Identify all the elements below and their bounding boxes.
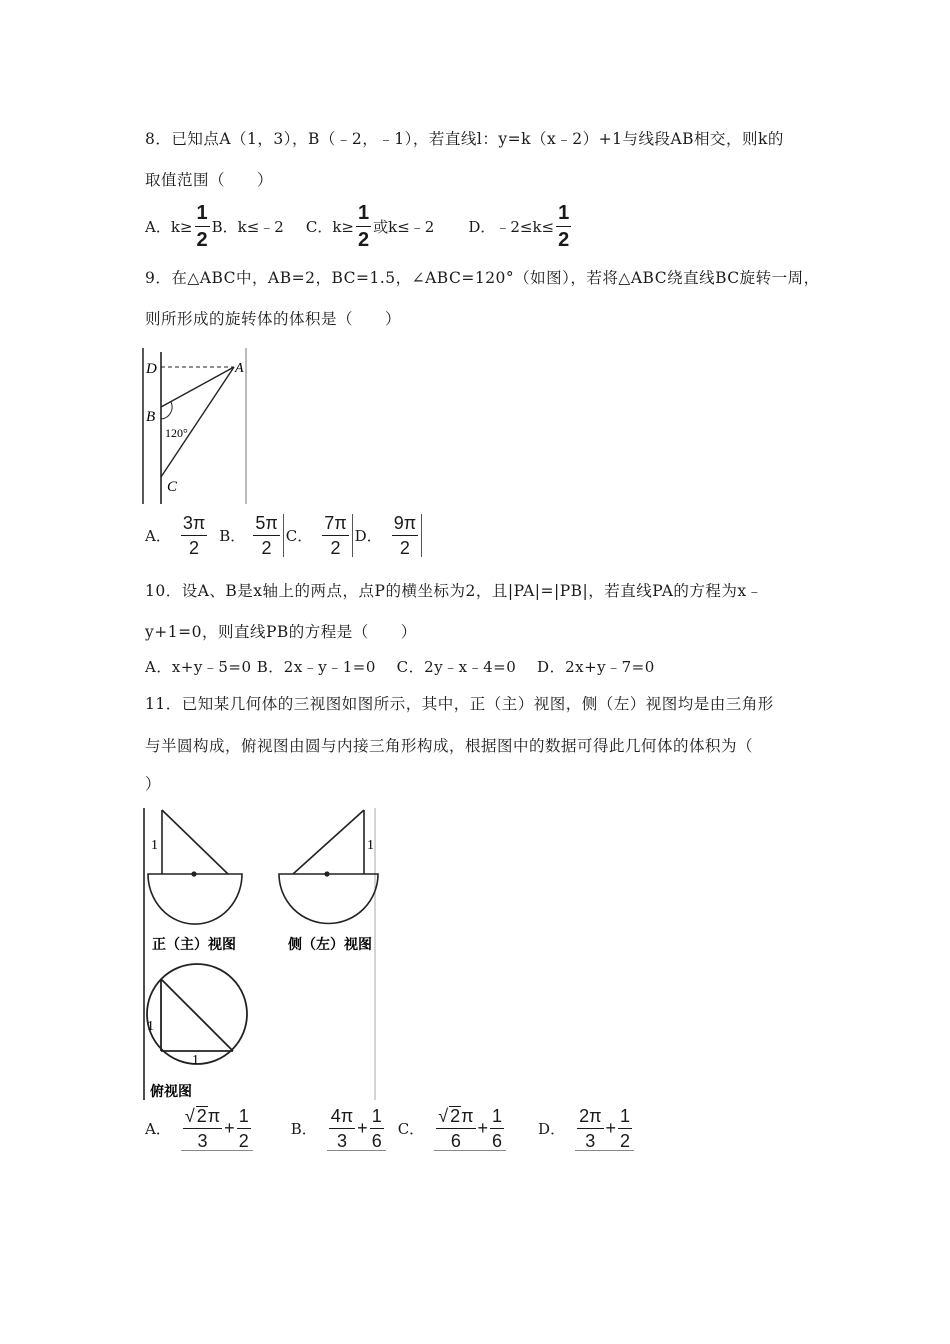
top-dim-left-label: 1	[147, 1019, 154, 1034]
q10-stem-line2: y+1=0，则直线PB的方程是（ ）	[145, 623, 417, 641]
q8-options	[145, 203, 573, 250]
q11-a-frac1: $\frac{√ 2\pi}{3}$	[184, 1106, 221, 1151]
q11-stem-line1: 11．已知某几何体的三视图如图所示，其中，正（主）视图，侧（左）视图均是由三角形	[145, 695, 774, 713]
q11-d-plus: +	[605, 1117, 617, 1138]
q9-option-d-prefix: D．	[354, 527, 382, 545]
q8-option-d-fraction	[556, 203, 571, 250]
q9-triangle-figure	[138, 344, 253, 506]
front-triangle-hypotenuse	[162, 810, 228, 874]
q9-a-num: 3π	[181, 514, 207, 536]
q11-a-radicand: 2	[196, 1106, 207, 1126]
q8-option-c-prefix: C．k≥	[305, 218, 354, 236]
q9-b-den: 2	[261, 538, 272, 558]
label-a: A	[235, 361, 244, 376]
q11-c-pi: π	[461, 1106, 474, 1126]
top-dim-bottom-label: 1	[192, 1053, 199, 1068]
q11-a-den2: 2	[238, 1130, 249, 1151]
q11-option-d-prefix: D．	[538, 1120, 566, 1138]
q8-stem-line2: 取值范围（ ）	[145, 171, 274, 189]
front-view-caption: 正（主）视图	[152, 938, 236, 953]
q11-option-a-prefix: A．	[145, 1120, 171, 1138]
label-d: D	[146, 361, 157, 377]
q9-option-a-fraction	[181, 514, 207, 557]
q9-b-num: 5π	[253, 514, 279, 536]
q8-stem-line1: 8．已知点A（1，3），B（﹣2，﹣1），若直线l：y=k（x﹣2）+1与线段AB相交，则k的	[145, 130, 784, 148]
q11-options	[145, 1106, 634, 1151]
q11-d-den: 3	[585, 1130, 596, 1151]
q11-d-frac2	[618, 1107, 632, 1150]
label-b: B	[146, 409, 156, 425]
q9-option-d-fraction	[392, 514, 422, 557]
side-center-dot	[324, 871, 329, 876]
q8-d-num: 1	[556, 203, 571, 227]
q10-stem-line1: 10．设A、B是x轴上的两点，点P的横坐标为2，且|PA|=|PB|，若直线PA的方程为x﹣	[145, 582, 763, 600]
segment-ab	[161, 367, 234, 407]
q11-a-den: 3	[197, 1131, 208, 1151]
q11-b-frac2	[370, 1107, 384, 1150]
q9-d-num: 9π	[392, 514, 418, 536]
side-triangle-hypotenuse	[293, 810, 364, 874]
side-view-caption: 侧（左）视图	[288, 938, 372, 953]
side-semicircle	[279, 874, 378, 924]
q11-three-views-figure	[138, 806, 383, 1102]
side-dim-label: 1	[367, 838, 374, 853]
q11-b-frac1	[329, 1107, 355, 1150]
q9-options	[145, 514, 424, 557]
q11-c-frac1: $\frac{√ 2\pi}{6}$	[438, 1106, 474, 1151]
top-triangle-hypotenuse	[161, 979, 233, 1051]
q8-option-c-fraction	[356, 203, 371, 250]
front-dim-label: 1	[151, 838, 158, 853]
q9-a-den: 2	[189, 538, 200, 558]
q8-a-den: 2	[196, 229, 208, 251]
q11-a-pi: π	[207, 1106, 221, 1126]
q9-stem-line2: 则所形成的旋转体的体积是（ ）	[145, 310, 402, 328]
q11-c-den2: 6	[492, 1130, 503, 1151]
q9-c-num: 7π	[322, 514, 348, 536]
q11-b-den2: 6	[371, 1130, 382, 1151]
q11-b-num2: 1	[370, 1107, 384, 1129]
q8-d-den: 2	[558, 229, 570, 251]
q11-option-c-expression	[434, 1106, 506, 1151]
top-view	[147, 964, 247, 1068]
q11-a-plus: +	[224, 1117, 235, 1138]
label-angle: 120°	[165, 426, 188, 440]
q8-option-c-suffix: 或k≤﹣2	[373, 218, 435, 236]
q8-option-a-fraction	[195, 203, 210, 250]
side-view	[279, 810, 378, 924]
q11-d-frac1	[577, 1107, 603, 1150]
q9-option-a-prefix: A．	[145, 527, 171, 545]
q8-c-den: 2	[358, 229, 370, 251]
front-view	[148, 810, 242, 924]
front-semicircle	[148, 874, 242, 924]
q8-a-num: 1	[195, 203, 210, 227]
q11-stem-line3: ）	[145, 775, 162, 793]
q11-b-num: 4π	[329, 1107, 355, 1129]
q11-b-plus: +	[357, 1117, 368, 1138]
q8-option-b: B．k≤﹣2	[211, 218, 284, 236]
q11-c-plus: +	[477, 1117, 489, 1138]
q11-stem-line2: 与半圆构成，俯视图由圆与内接三角形构成，根据图中的数据可得此几何体的体积为（	[145, 737, 754, 755]
q11-a-num2: 1	[237, 1107, 251, 1129]
q11-b-den: 3	[336, 1130, 347, 1151]
q11-d-num: 2π	[577, 1107, 603, 1129]
q9-option-b-fraction	[253, 514, 283, 557]
q11-option-d-expression	[575, 1107, 634, 1151]
label-c: C	[167, 479, 178, 495]
q9-option-b-prefix: B．	[219, 527, 246, 545]
q8-c-num: 1	[356, 203, 371, 227]
q11-option-a-expression	[181, 1106, 253, 1151]
q11-option-b-prefix: B．	[290, 1120, 317, 1138]
q11-option-b-expression	[327, 1107, 386, 1151]
q11-d-num2: 1	[618, 1107, 632, 1129]
q9-option-c-prefix: C．	[285, 527, 313, 545]
q11-c-frac2	[490, 1107, 504, 1150]
q9-option-c-fraction	[322, 514, 352, 557]
q8-option-a-prefix: A．k≥	[145, 218, 193, 236]
q9-c-den: 2	[330, 538, 341, 558]
q9-stem-line1: 9．在△ABC中，AB=2，BC=1.5，∠ABC=120°（如图），若将△ABC绕直线BC旋转一周，	[145, 269, 820, 287]
q11-a-frac2	[237, 1107, 251, 1150]
segment-ac	[161, 367, 234, 477]
front-center-dot	[191, 871, 196, 876]
q11-d-den2: 2	[620, 1130, 631, 1151]
q11-c-radicand: 2	[450, 1106, 461, 1126]
q10-options: A．x+y﹣5=0 B．2x﹣y﹣1=0 C．2y﹣x﹣4=0 D．2x+y﹣7=0	[145, 658, 655, 676]
q11-option-c-prefix: C．	[397, 1120, 425, 1138]
top-view-caption: 俯视图	[150, 1085, 192, 1100]
q11-c-num2: 1	[490, 1107, 504, 1129]
q9-d-den: 2	[399, 538, 410, 558]
q8-option-d-prefix: D．﹣2≤k≤	[468, 218, 555, 236]
q11-c-den: 6	[450, 1131, 461, 1151]
